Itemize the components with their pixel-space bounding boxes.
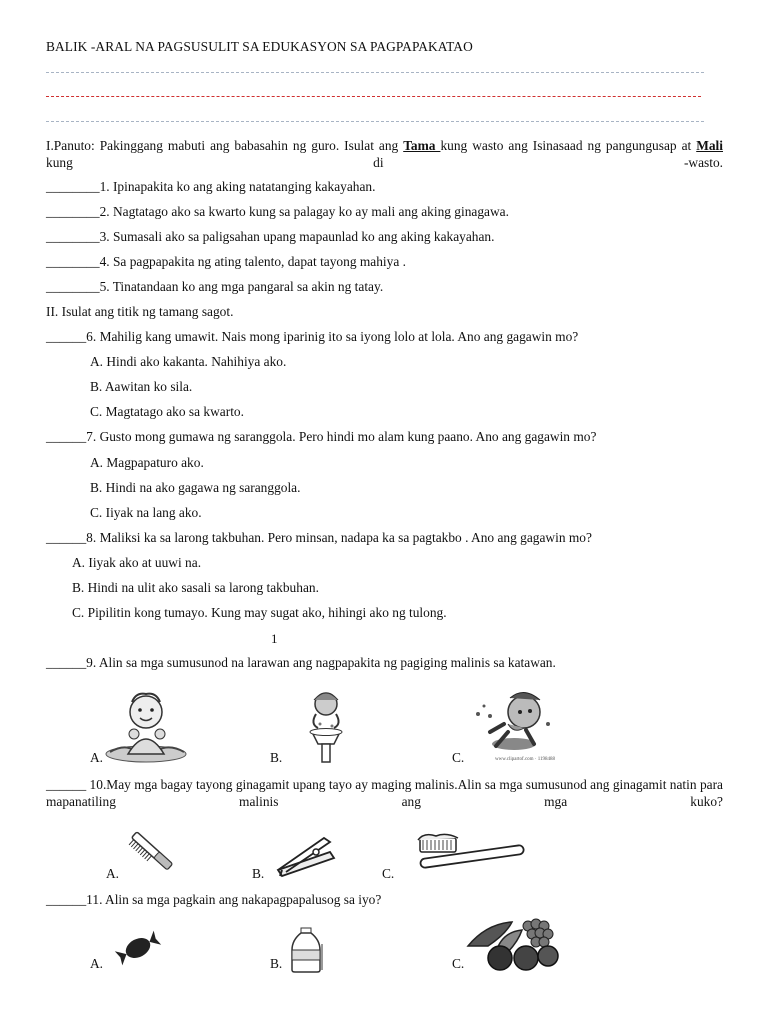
worksheet-title: BALIK -ARAL NA PAGSUSULIT SA EDUKASYON SA PAGPAPAKATAO <box>46 39 473 54</box>
messy-eating-child-icon <box>104 684 188 768</box>
q11-label-a: A. <box>90 956 104 971</box>
dirty-running-child-icon <box>468 684 560 764</box>
question-item-1: ________1. Ipinapakita ko ang aking natatanging kakayahan. <box>46 179 376 194</box>
q7-choice-a: A. Magpapaturo ako. <box>90 455 204 470</box>
question-8: ______8. Maliksi ka sa larong takbuhan. Pero minsan, nadapa ka sa pagtakbo . Ano ang gagawin mo? <box>46 530 592 545</box>
tama-keyword: Tama <box>403 138 441 153</box>
q9-label-a: A. <box>90 750 104 765</box>
part1-instructions <box>46 137 723 171</box>
q6-choice-c: C. Magtatago ako sa kwarto. <box>90 404 244 419</box>
question-11: ______11. Alin sa mga pagkain ang nakapagpapalusog sa iyo? <box>46 892 382 907</box>
ruled-line-red <box>46 96 701 97</box>
fruits-icon <box>466 912 562 976</box>
part2-heading: II. Isulat ang titik ng tamang sagot. <box>46 304 234 319</box>
soda-bottle-icon <box>286 926 328 978</box>
mali-keyword: Mali <box>696 138 723 153</box>
question-item-5: ________5. Tinatandaan ko ang mga pangaral sa akin ng tatay. <box>46 279 384 294</box>
q10-label-c: C. <box>382 866 395 881</box>
question-10: ______ 10.May mga bagay tayong ginagamit upang tayo ay maging malinis.Alin sa mga sumusunod ang ginagamit natin para mapanatiling malinis ang mga kuko? <box>46 777 723 809</box>
ruled-line <box>46 72 704 73</box>
question-item-4: ________4. Sa pagpapakita ng ating talento, dapat tayong mahiya . <box>46 254 406 269</box>
q11-label-c: C. <box>452 956 465 971</box>
candy-icon <box>114 928 162 972</box>
question-item-3: ________3. Sumasali ako sa paligsahan upang mapaunlad ko ang aking kakayahan. <box>46 229 495 244</box>
q8-choice-a: A. Iiyak ako at uuwi na. <box>72 555 202 570</box>
page-number: 1 <box>271 631 278 646</box>
instruction-text: kung di -wasto. <box>46 155 723 170</box>
ruled-line <box>46 121 704 122</box>
q8-choice-c: C. Pipilitin kong tumayo. Kung may sugat ako, hihingi ako ng tulong. <box>72 605 447 620</box>
clipart-credit: www.clipartof.com · 1198488 <box>495 757 556 762</box>
nail-clipper-icon <box>272 830 340 886</box>
q9-label-c: C. <box>452 750 465 765</box>
q9-label-b: B. <box>270 750 283 765</box>
comb-icon <box>122 830 178 880</box>
q6-choice-a: A. Hindi ako kakanta. Nahihiya ako. <box>90 354 287 369</box>
q10-label-a: A. <box>106 866 120 881</box>
instruction-text: kung wasto ang Isinasaad ng pangungusap at <box>440 138 697 153</box>
q11-label-b: B. <box>270 956 283 971</box>
question-item-2: ________2. Nagtatago ako sa kwarto kung sa palagay ko ay mali ang aking ginagawa. <box>46 204 509 219</box>
q8-choice-b: B. Hindi na ulit ako sasali sa larong takbuhan. <box>72 580 319 595</box>
instruction-text: I.Panuto: Pakinggang mabuti ang babasahin ng guro. Isulat ang <box>46 138 404 153</box>
question-6: ______6. Mahilig kang umawit. Nais mong iparinig ito sa iyong lolo at lola. Ano ang gagawin mo? <box>46 329 579 344</box>
q6-choice-b: B. Aawitan ko sila. <box>90 379 193 394</box>
question-9: ______9. Alin sa mga sumusunod na larawan ang nagpapakita ng pagiging malinis sa katawan. <box>46 655 556 670</box>
q7-choice-c: C. Iiyak na lang ako. <box>90 505 202 520</box>
toothbrush-icon <box>414 832 528 876</box>
q10-label-b: B. <box>252 866 265 881</box>
q7-choice-b: B. Hindi na ako gagawa ng saranggola. <box>90 480 301 495</box>
question-7: ______7. Gusto mong gumawa ng saranggola. Pero hindi mo alam kung paano. Ano ang gagawin mo? <box>46 429 597 444</box>
washing-face-icon <box>288 682 364 768</box>
